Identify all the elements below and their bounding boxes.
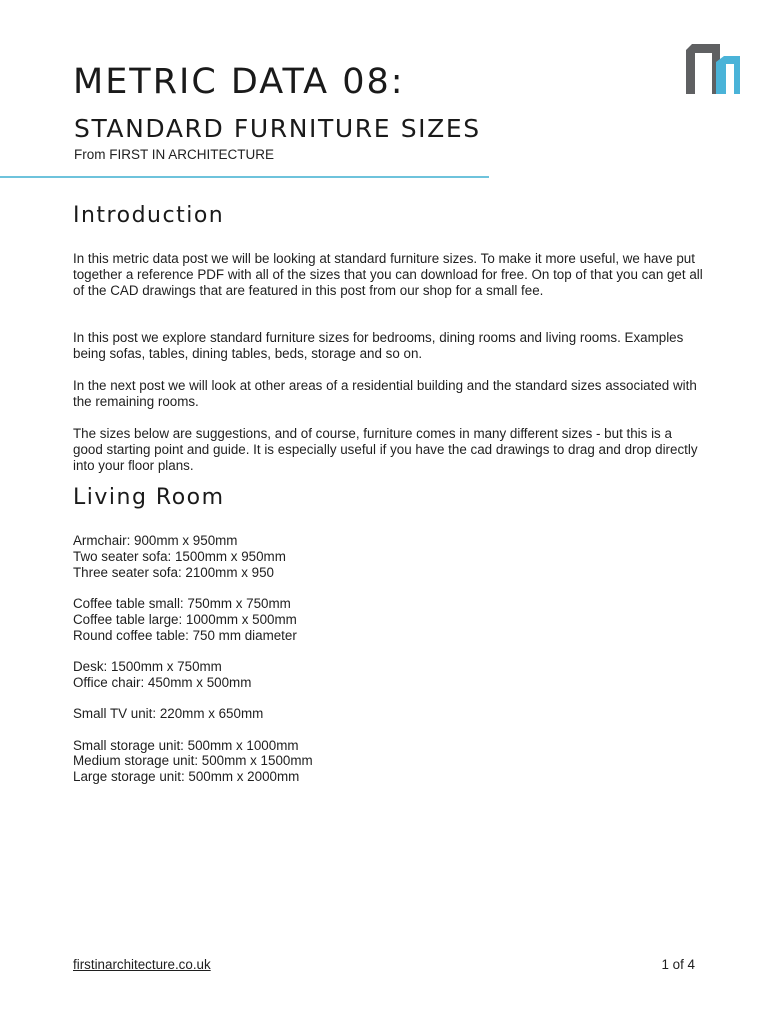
list-item: Armchair: 900mm x 950mm [73,533,238,548]
logo-blue-arch [716,56,740,94]
source-credit: From FIRST IN ARCHITECTURE [74,147,275,162]
list-item: Medium storage unit: 500mm x 1500mm [73,753,313,769]
intro-paragraph-3: In the next post we will look at other areas of a residential building and the standard sizes associated with the remaining rooms. [73,378,697,409]
list-item: Desk: 1500mm x 750mm [73,658,222,674]
list-item: Round coffee table: 750 mm diameter [73,627,297,643]
intro-paragraph-4: The sizes below are suggestions, and of course, furniture comes in many different sizes - but this is a good starting point and guide. It is especially useful if you have the cad drawings to drag and drop directly into your floor plans. [73,426,698,473]
header-divider [0,176,489,178]
living-room-heading: Living Room [73,485,225,510]
document-subtitle: STANDARD FURNITURE SIZES [74,114,481,143]
first-in-architecture-logo-icon [686,44,740,94]
list-item: Office chair: 450mm x 500mm [73,674,252,690]
list-item: Large storage unit: 500mm x 2000mm [73,769,300,785]
document-title: METRIC DATA 08: [73,62,405,102]
list-item: Coffee table small: 750mm x 750mm [73,595,291,611]
list-item: Three seater sofa: 2100mm x 950 [73,564,274,580]
list-item: Small storage unit: 500mm x 1000mm [73,737,299,753]
logo-dark-arch [686,44,720,94]
intro-paragraph-1: In this metric data post we will be looking at standard furniture sizes. To make it more useful, we have put together a reference PDF with all of the sizes that you can download for free. On top of that you can get all of the CAD drawings that are featured in this post from our shop for a small fee. [73,251,703,298]
list-item: Two seater sofa: 1500mm x 950mm [73,548,286,564]
list-item: Small TV unit: 220mm x 650mm [73,706,264,722]
list-item: Coffee table large: 1000mm x 500mm [73,611,297,627]
website-link[interactable]: firstinarchitecture.co.uk [73,957,211,972]
page-number: 1 of 4 [661,957,695,972]
living-room-list [73,533,313,785]
intro-paragraph-2: In this post we explore standard furniture sizes for bedrooms, dining rooms and living rooms. Examples being sofas, tables, dining tables, beds, storage and so on. [73,330,684,361]
introduction-heading: Introduction [73,203,225,228]
